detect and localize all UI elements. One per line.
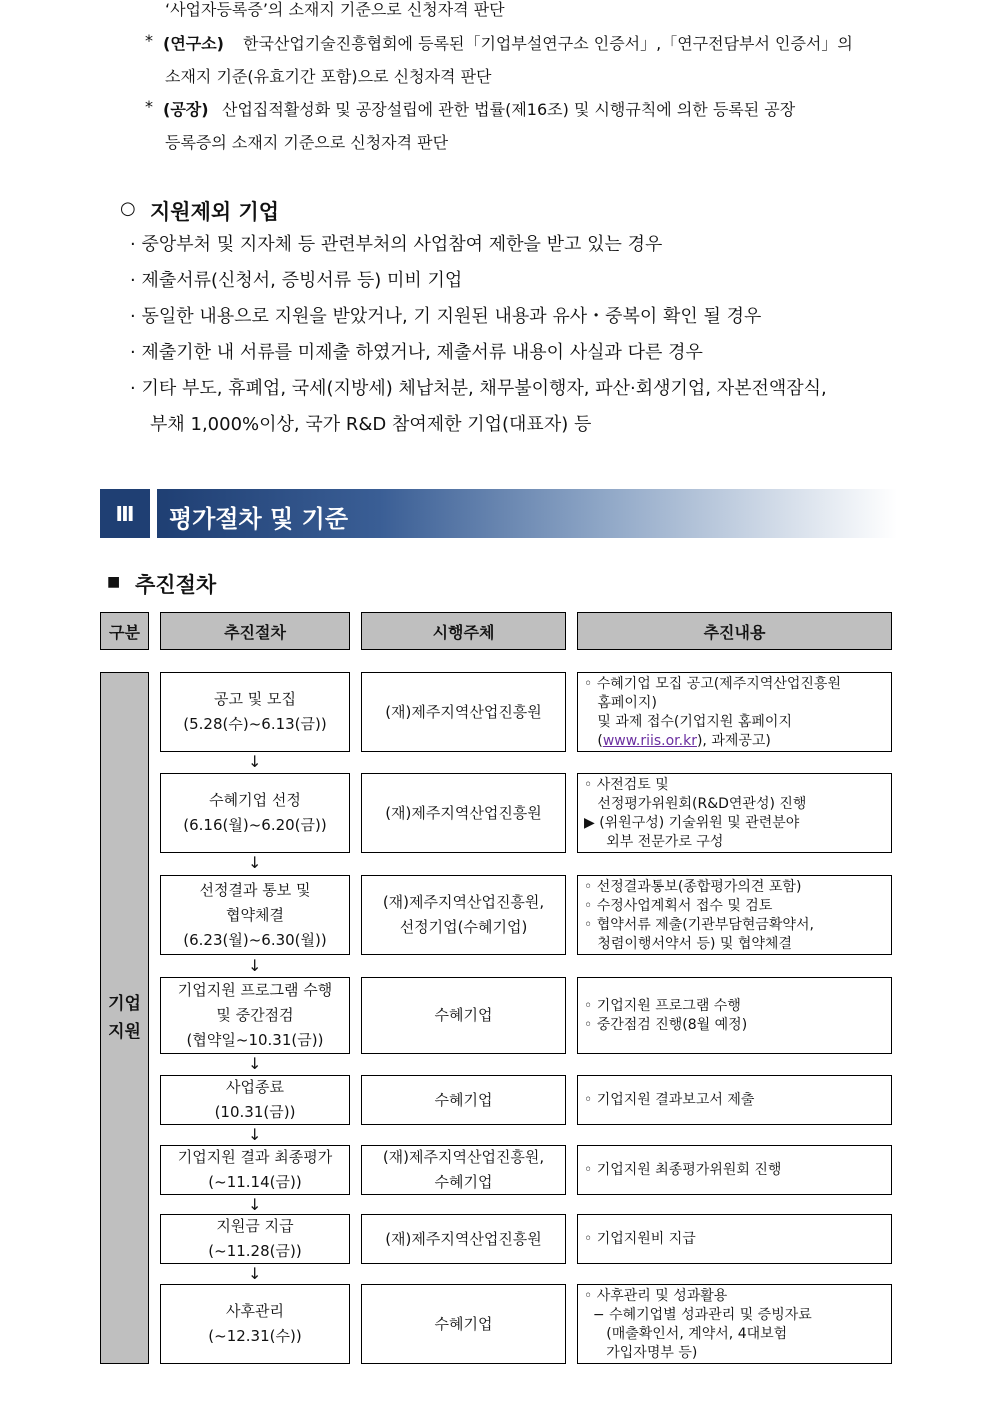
step-cell: [160, 1075, 350, 1125]
content-line: 및 과제 접수(기업지원 홈페이지: [584, 714, 792, 730]
content-text: ), 과제공고): [696, 733, 771, 749]
content-line: ◦ 수정사업계획서 접수 및 검토: [584, 898, 773, 914]
step-title: 사업종료: [226, 1078, 284, 1096]
note-mark: *: [145, 97, 153, 116]
content-line: ◦ 기업지원 프로그램 수행: [584, 997, 741, 1014]
step-cell: [160, 773, 350, 853]
down-arrow-icon: ↓: [248, 853, 262, 872]
content-cell: [577, 1075, 892, 1125]
agent-text: (재)제주지역산업진흥원,: [382, 893, 545, 911]
content-cell: [577, 1145, 892, 1195]
square-bullet: ■: [107, 574, 121, 590]
note-text-factory: 산업집적활성화 및 공장설립에 관한 법률(제16조) 및 시행규칙에 의한 등록된 공장: [222, 100, 796, 119]
agent-cell: [361, 1145, 566, 1195]
agent-cell: [361, 773, 566, 853]
step-date: (~11.14(금)): [208, 1173, 302, 1191]
step-cell: [160, 977, 350, 1054]
content-line: ◦ 수혜기업 모집 공고(제주지역산업진흥원: [584, 676, 841, 692]
header-step: 추진절차: [160, 612, 350, 650]
agent-cell: [361, 875, 566, 955]
content-line: ◦ 중간점검 진행(8월 예정): [584, 1016, 748, 1033]
content-line: ◦ 협약서류 제출(기관부담현금확약서,: [584, 917, 814, 933]
step-date: (5.28(수)~6.13(금)): [183, 715, 327, 733]
agent-text: 수혜기업: [434, 1314, 493, 1333]
down-arrow-icon: ↓: [248, 1054, 262, 1073]
exclusion-item: · 동일한 내용으로 지원을 받았거나, 기 지원된 내용과 유사・중복이 확인 될 경우: [130, 306, 762, 327]
content-text: (: [584, 733, 603, 749]
step-date: (~12.31(수)): [208, 1327, 302, 1345]
intro-line: ‘사업자등록증’의 소재지 기준으로 신청자격 판단: [165, 0, 505, 19]
step-cell: [160, 1214, 350, 1264]
exclusion-item: · 제출기한 내 서류를 미제출 하였거나, 제출서류 내용이 사실과 다른 경우: [130, 342, 703, 363]
content-line: 외부 전문가로 구성: [584, 834, 724, 850]
step-title: 사후관리: [226, 1302, 284, 1320]
content-line: 선정평가위원회(R&D연관성) 진행: [584, 796, 807, 812]
step-cell: [160, 1284, 350, 1364]
content-cell: [577, 773, 892, 853]
section-number: Ⅲ: [100, 489, 150, 538]
content-line: 청렴이행서약서 등) 및 협약체결: [584, 936, 792, 952]
step-date: (6.16(월)~6.20(금)): [183, 816, 327, 834]
step-date: (협약일~10.31(금)): [186, 1031, 324, 1049]
category-label: 기업: [108, 994, 141, 1014]
subsection-title: 추진절차: [135, 573, 217, 597]
exclusion-item: · 기타 부도, 휴폐업, 국세(지방세) 체납처분, 채무불이행자, 파산·회생기업, 자본전액잠식,: [130, 378, 827, 399]
content-cell: [577, 1284, 892, 1364]
content-line: ▶ (위원구성) 기술위원 및 관련분야: [584, 815, 800, 831]
agent-text: 수혜기업: [434, 1006, 493, 1024]
agent-text: 선정기업(수혜기업): [399, 918, 528, 936]
content-line: (매출확인서, 계약서, 4대보험: [584, 1326, 788, 1342]
step-title: 협약체결: [226, 905, 284, 924]
step-cell: [160, 875, 350, 955]
note-text-factory-cont: 등록증의 소재지 기준으로 신청자격 판단: [165, 133, 449, 152]
content-line: ◦ 사후관리 및 성과활용: [584, 1288, 728, 1304]
section-title-bar: [157, 489, 897, 538]
content-cell: [577, 977, 892, 1054]
step-date: (~11.28(금)): [208, 1242, 302, 1260]
exclusion-item: · 제출서류(신청서, 증빙서류 등) 미비 기업: [130, 270, 463, 291]
agent-text: 수혜기업: [434, 1173, 493, 1191]
header-content: 추진내용: [577, 612, 892, 650]
agent-text: (재)제주지역산업진흥원,: [382, 1148, 545, 1166]
content-cell: [577, 875, 892, 955]
content-line: − 수혜기업별 성과관리 및 증빙자료: [584, 1307, 812, 1323]
step-cell: [160, 672, 350, 752]
note-mark: *: [145, 31, 153, 50]
note-text-lab-cont: 소재지 기준(유효기간 포함)으로 신청자격 판단: [165, 67, 492, 86]
step-title: 지원금 지급: [216, 1217, 294, 1235]
exclusion-item: · 중앙부처 및 지자체 등 관련부처의 사업참여 제한을 받고 있는 경우: [130, 234, 663, 255]
step-title: 공고 및 모집: [214, 690, 296, 708]
exclusion-item-cont: 부채 1,000%이상, 국가 R&D 참여제한 기업(대표자) 등: [150, 414, 592, 435]
content-line: ◦ 기업지원 결과보고서 제출: [584, 1091, 755, 1108]
note-label-factory: (공장): [163, 100, 209, 119]
content-line: 가입자명부 등): [584, 1345, 698, 1361]
step-date: (10.31(금)): [214, 1103, 296, 1121]
content-line: ◦ 기업지원비 지급: [584, 1230, 696, 1247]
down-arrow-icon: ↓: [248, 1264, 262, 1283]
category-label: 지원: [108, 1022, 141, 1042]
agent-cell: [361, 1075, 566, 1125]
note-label-lab: (연구소): [163, 34, 224, 53]
agent-cell: [361, 1284, 566, 1364]
down-arrow-icon: ↓: [248, 1125, 262, 1144]
step-title: 수혜기업 선정: [209, 791, 301, 809]
down-arrow-icon: ↓: [248, 752, 262, 771]
agent-text: 수혜기업: [434, 1090, 493, 1109]
step-cell: [160, 1145, 350, 1195]
step-title: 기업지원 결과 최종평가: [177, 1148, 333, 1166]
section-title: 평가절차 및 기준: [169, 505, 348, 533]
header-category: 구분: [100, 612, 149, 650]
content-line: ◦ 사전검토 및: [584, 777, 669, 793]
step-title: 및 중간점검: [216, 1006, 294, 1024]
down-arrow-icon: ↓: [248, 1195, 262, 1214]
content-cell: [577, 1214, 892, 1264]
content-cell: [577, 672, 892, 752]
content-line: ◦ 기업지원 최종평가위원회 진행: [584, 1161, 782, 1178]
exclusion-title: 지원제외 기업: [150, 200, 280, 224]
content-line: ◦ 선정결과통보(종합평가의견 포함): [584, 879, 802, 895]
content-line: [584, 732, 885, 751]
content-line: 홈페이지): [584, 695, 657, 711]
circle-bullet: ○: [120, 198, 136, 219]
agent-text: (재)제주지역산업진흥원: [385, 1229, 542, 1248]
down-arrow-icon: ↓: [248, 956, 262, 975]
agent-cell: [361, 672, 566, 752]
header-agent: 시행주체: [361, 612, 566, 650]
note-text-lab: 한국산업기술진흥협회에 등록된「기업부설연구소 인증서」,「연구전담부서 인증서」의: [243, 34, 853, 53]
website-link[interactable]: www.riis.or.kr: [602, 733, 697, 749]
agent-text: (재)제주지역산업진흥원: [385, 702, 542, 721]
category-cell: [100, 672, 149, 1364]
agent-cell: [361, 1214, 566, 1264]
agent-text: (재)제주지역산업진흥원: [385, 803, 542, 822]
step-title: 선정결과 통보 및: [199, 880, 311, 899]
step-title: 기업지원 프로그램 수행: [177, 981, 333, 999]
agent-cell: [361, 977, 566, 1054]
step-date: (6.23(월)~6.30(월)): [183, 930, 327, 949]
